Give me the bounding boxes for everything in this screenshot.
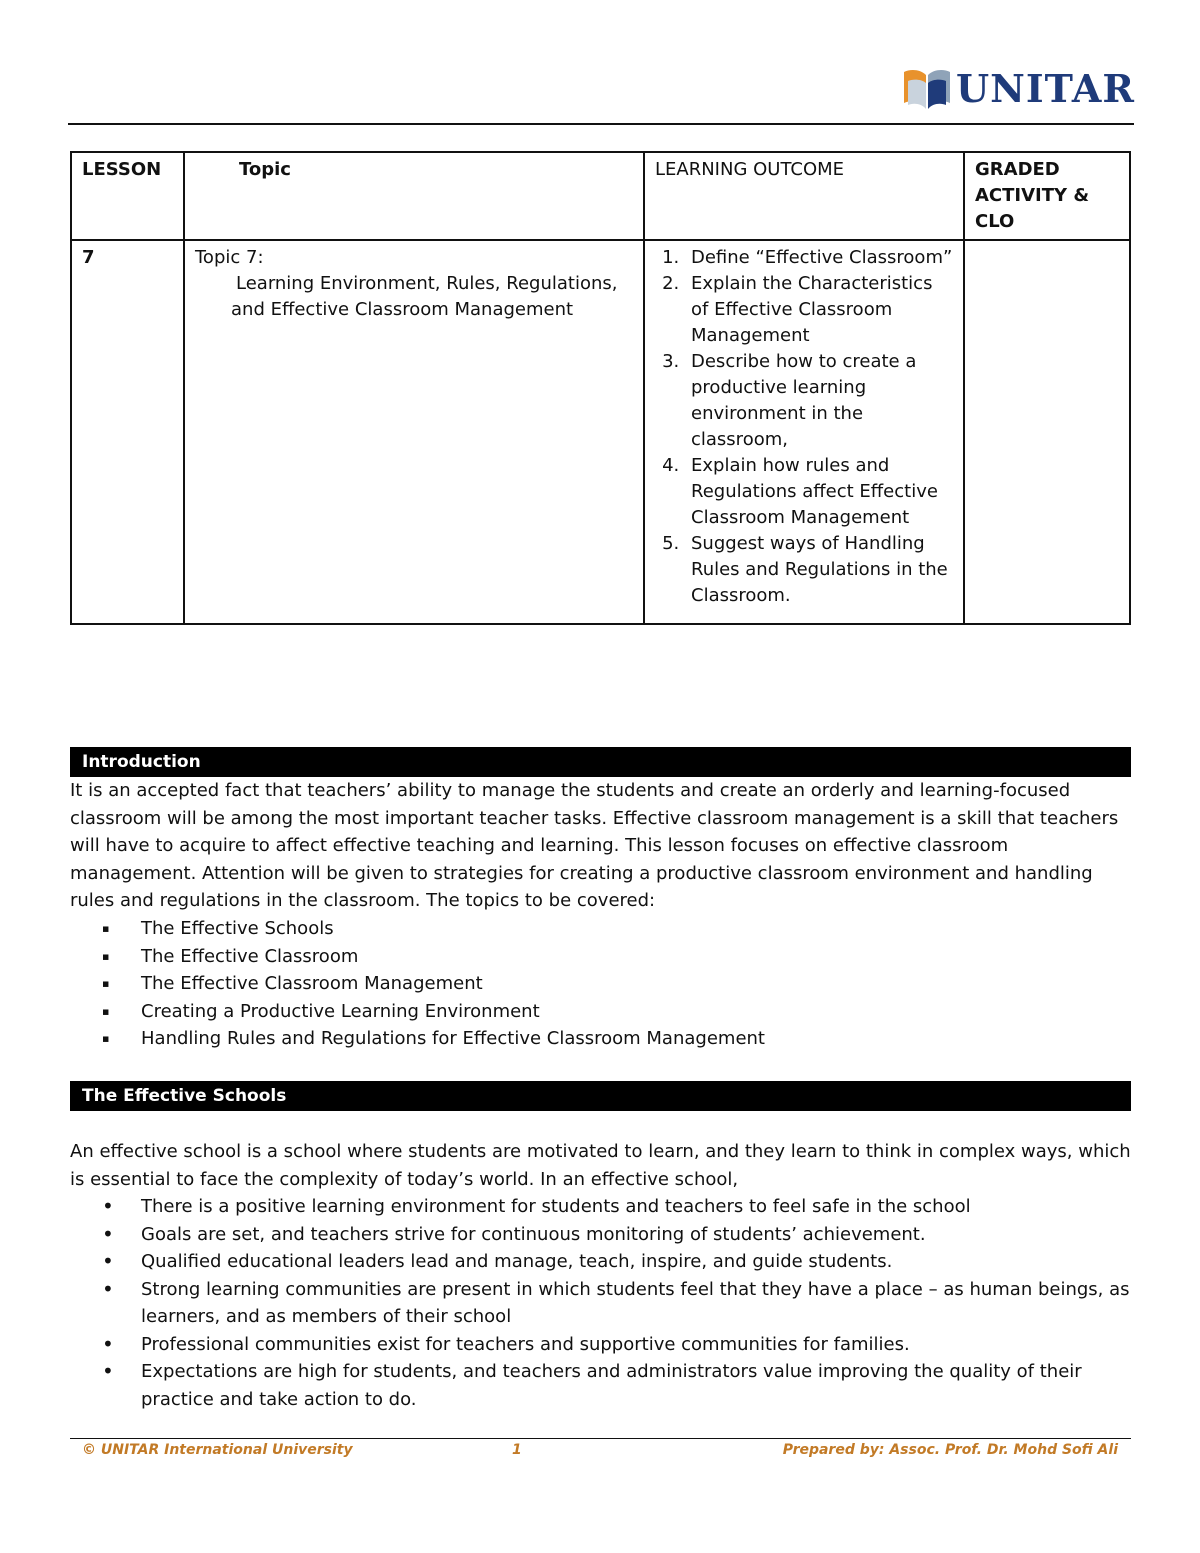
outcomes-list (655, 245, 953, 609)
list-item-text: Qualified educational leaders lead and manage, teach, inspire, and guide students. (141, 1251, 893, 1272)
topic-label: Topic 7: (195, 247, 264, 268)
table-row (71, 240, 1130, 624)
lesson-table (70, 151, 1131, 625)
bullet-icon: • (102, 1249, 114, 1273)
list-item-text: The Effective Classroom (141, 945, 359, 967)
header-lesson: LESSON (71, 152, 184, 240)
graded-activity-cell (964, 240, 1130, 624)
square-bullet-icon: ▪ (102, 1004, 110, 1018)
list-item (70, 970, 1130, 998)
list-item-text: Professional communities exist for teachers and supportive communities for families. (141, 1333, 910, 1355)
list-item (70, 943, 1130, 971)
topics-list (70, 915, 1130, 1053)
table-header-row (71, 152, 1130, 240)
unitar-logo (902, 60, 1135, 116)
bullet-icon: • (102, 1221, 114, 1246)
header-graded-activity (964, 152, 1130, 240)
header-divider (68, 123, 1134, 125)
list-item-text: Handling Rules and Regulations for Effective Classroom Management (141, 1028, 765, 1049)
footer-copyright: © UNITAR International University (82, 1442, 353, 1458)
list-item (70, 998, 1130, 1026)
list-item (70, 1193, 1130, 1221)
header-learning-outcome: LEARNING OUTCOME (644, 152, 964, 240)
square-bullet-icon: ▪ (102, 922, 110, 935)
bullet-icon: • (102, 1276, 114, 1301)
topic-cell (184, 240, 644, 624)
bullet-icon: • (102, 1331, 114, 1356)
list-item (70, 1025, 1130, 1053)
list-item (70, 1331, 1130, 1359)
square-bullet-icon: ▪ (102, 1032, 110, 1045)
square-bullet-icon: ▪ (102, 949, 110, 963)
outcome-item: 5. Suggest ways of Handling Rules and Regulations in the Classroom. (685, 531, 953, 609)
list-item-text: Goals are set, and teachers strive for continuous monitoring of students’ achievement. (141, 1223, 926, 1245)
outcome-item: 3. Describe how to create a productive learning environment in the classroom, (685, 349, 953, 453)
list-item (70, 1221, 1130, 1249)
introduction-paragraph: It is an accepted fact that teachers’ ability to manage the students and create an orderly and learning-focused classroom will be among the most important teacher tasks. Effective classroom management is a skill that teachers will have to acquire to affect effective teaching and learning. This lesson focuses on effective classroom management. Attention will be given to strategies for creating a productive classroom environment and handling rules and regulations in the classroom. The topics to be covered: (70, 780, 1119, 911)
effective-schools-paragraph: An effective school is a school where students are motivated to learn, and they learn to think in complex ways, which is essential to face the complexity of today’s world. In an effective school, (70, 1141, 1131, 1190)
lesson-number: 7 (71, 240, 184, 624)
book-logo-icon (902, 63, 952, 113)
outcome-item: 1. Define “Effective Classroom” (685, 245, 953, 271)
list-item (70, 1248, 1130, 1276)
section-heading-effective-schools: The Effective Schools (70, 1081, 1131, 1111)
outcome-item: 4. Explain how rules and Regulations affect Effective Classroom Management (685, 453, 953, 531)
outcome-item: 2. Explain the Characteristics of Effective Classroom Management (685, 271, 953, 349)
list-item-text: The Effective Classroom Management (141, 973, 483, 994)
topic-title-line2: and Effective Classroom Management (231, 299, 574, 320)
list-item-text: There is a positive learning environment for students and teachers to feel safe in the school (141, 1196, 971, 1217)
footer-page-number: 1 (512, 1442, 522, 1458)
footer-author: Prepared by: Assoc. Prof. Dr. Mohd Sofi Ali (782, 1442, 1118, 1458)
topic-title (195, 271, 633, 323)
outcomes-cell (644, 240, 964, 624)
section-heading-introduction: Introduction (70, 747, 1131, 777)
bullet-icon: • (102, 1359, 114, 1383)
list-item (70, 915, 1130, 943)
header-topic-label: Topic (239, 159, 291, 180)
list-item-text: Expectations are high for students, and teachers and administrators value improving the quality of their practice and take action to do. (141, 1361, 1082, 1410)
list-item (70, 1276, 1130, 1331)
list-item-text: Strong learning communities are present in which students feel that they have a place – as human beings, as learners, and as members of their school (141, 1278, 1130, 1327)
list-item (70, 1358, 1130, 1413)
footer-divider (70, 1438, 1131, 1439)
header-topic (184, 152, 644, 240)
list-item-text: The Effective Schools (141, 918, 334, 939)
effective-schools-list (70, 1193, 1130, 1413)
square-bullet-icon: ▪ (102, 977, 110, 990)
header-graded-activity-label: GRADED ACTIVITY & CLO (975, 159, 1090, 232)
topic-title-line1: Learning Environment, Rules, Regulations, (236, 273, 618, 294)
logo-text: UNITAR (956, 65, 1135, 111)
list-item-text: Creating a Productive Learning Environment (141, 1000, 540, 1022)
bullet-icon: • (102, 1194, 114, 1218)
